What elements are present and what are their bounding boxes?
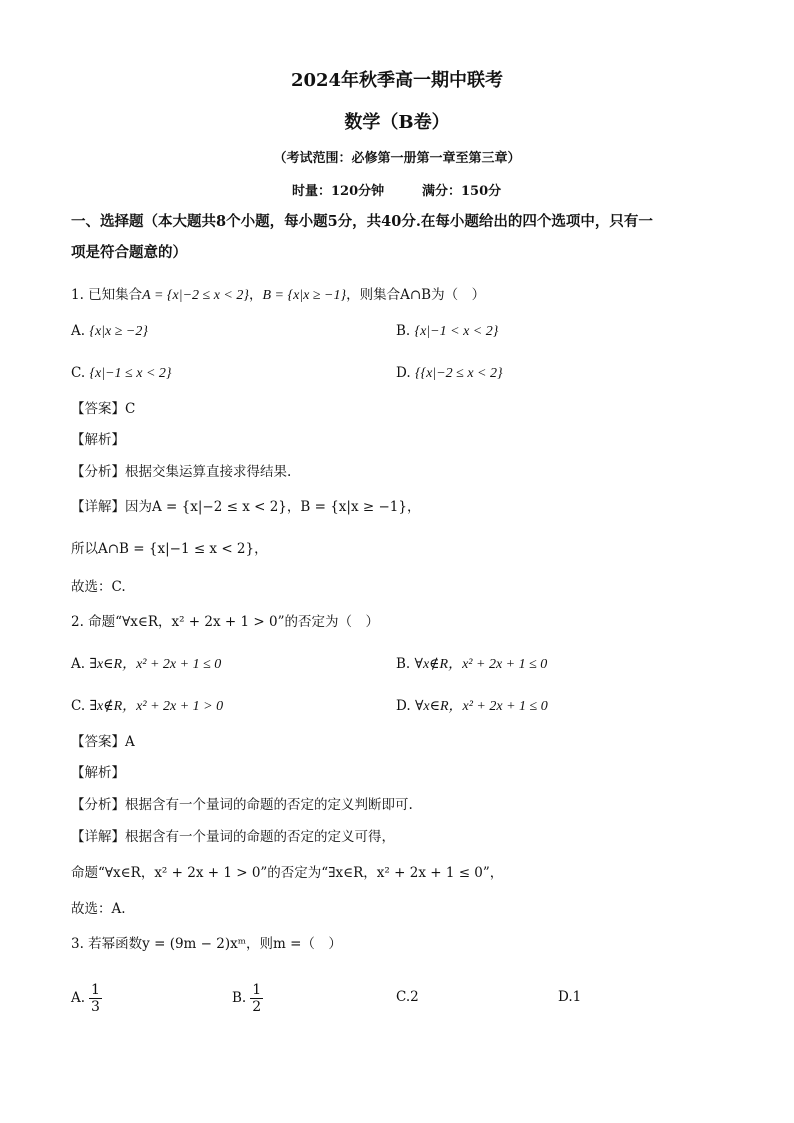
exam-scope: （考试范围：必修第一册第一章至第三章） [273, 151, 521, 166]
q3-option-d: D.1 [558, 989, 582, 1005]
q2-option-a: A. ∃x∈R，x² + 2x + 1 ≤ 0 [71, 656, 222, 672]
q3-option-a-fraction: $\frac{1}{3}$ [91, 981, 100, 1015]
q2-fenxi: 【分析】根据含有一个量词的命题的否定的定义判断即可. [71, 797, 413, 813]
q1-stem-suffix: ，则集合A∩B为（ ） [346, 287, 486, 303]
q2-choose: 故选：A. [71, 901, 126, 917]
q2-option-d: D. ∀x∈R，x² + 2x + 1 ≤ 0 [396, 698, 548, 714]
q1-set-a: A = {x|−2 ≤ x < 2} [142, 288, 249, 303]
q3-option-c: C.2 [396, 989, 419, 1005]
q1-detail-1: 【详解】因为A = {x|−2 ≤ x < 2}，B = {x|x ≥ −1}， [71, 499, 421, 515]
section-heading-line1: 一、选择题（本大题共8个小题，每小题5分，共40分.在每小题给出的四个选项中，只有一 [71, 213, 653, 230]
section-heading-line2: 项是符合题意的） [71, 244, 187, 261]
q2-option-b: B. ∀x∉R，x² + 2x + 1 ≤ 0 [396, 656, 548, 672]
q1-option-c: C. {x|−1 ≤ x < 2} [71, 365, 172, 381]
q1-comma: ， [248, 287, 263, 303]
q2-analysis-label: 【解析】 [71, 765, 125, 781]
q2-answer: 【答案】A [71, 734, 135, 750]
q1-answer: 【答案】C [71, 401, 136, 417]
q1-detail-2: 所以A∩B = {x|−1 ≤ x < 2}， [71, 541, 268, 557]
q3-option-b: B. $\frac{1}{2}$ [232, 981, 262, 1015]
q2-detail-1: 【详解】根据含有一个量词的命题的否定的定义可得， [71, 829, 395, 845]
question-1-stem [71, 286, 485, 305]
q1-option-b: B. {x|−1 < x < 2} [396, 323, 499, 339]
q1-option-d: D. {{x|−2 ≤ x < 2} [396, 365, 503, 381]
exam-time: 时量：120分钟 [292, 184, 385, 199]
q2-detail-2: 命题“∀x∈R，x² + 2x + 1 > 0”的否定为“∃x∈R，x² + 2x + 1 ≤ 0”， [71, 865, 504, 881]
question-2-stem: 2. 命题“∀x∈R，x² + 2x + 1 > 0”的否定为（ ） [71, 614, 379, 630]
q1-choose: 故选：C. [71, 579, 126, 595]
exam-score: 满分：150分 [422, 184, 502, 199]
exam-title: 2024年秋季高一期中联考 [290, 70, 504, 91]
q1-stem-prefix: 1. 已知集合 [71, 287, 143, 303]
q3-option-b-fraction: $\frac{1}{2}$ [252, 981, 262, 1015]
q1-analysis-label: 【解析】 [71, 432, 125, 448]
q3-option-a: A. $\frac{1}{3}$ [71, 981, 100, 1015]
q1-option-a: A. {x|x ≥ −2} [71, 323, 148, 339]
q2-option-c: C. ∃x∉R，x² + 2x + 1 > 0 [71, 698, 224, 714]
question-3-stem: 3. 若幂函数y = (9m − 2)xᵐ，则m =（ ） [71, 936, 342, 952]
exam-subject: 数学（B卷） [344, 112, 450, 133]
q1-fenxi: 【分析】根据交集运算直接求得结果. [71, 464, 292, 480]
q1-set-b: B = {x|x ≥ −1} [262, 288, 347, 303]
